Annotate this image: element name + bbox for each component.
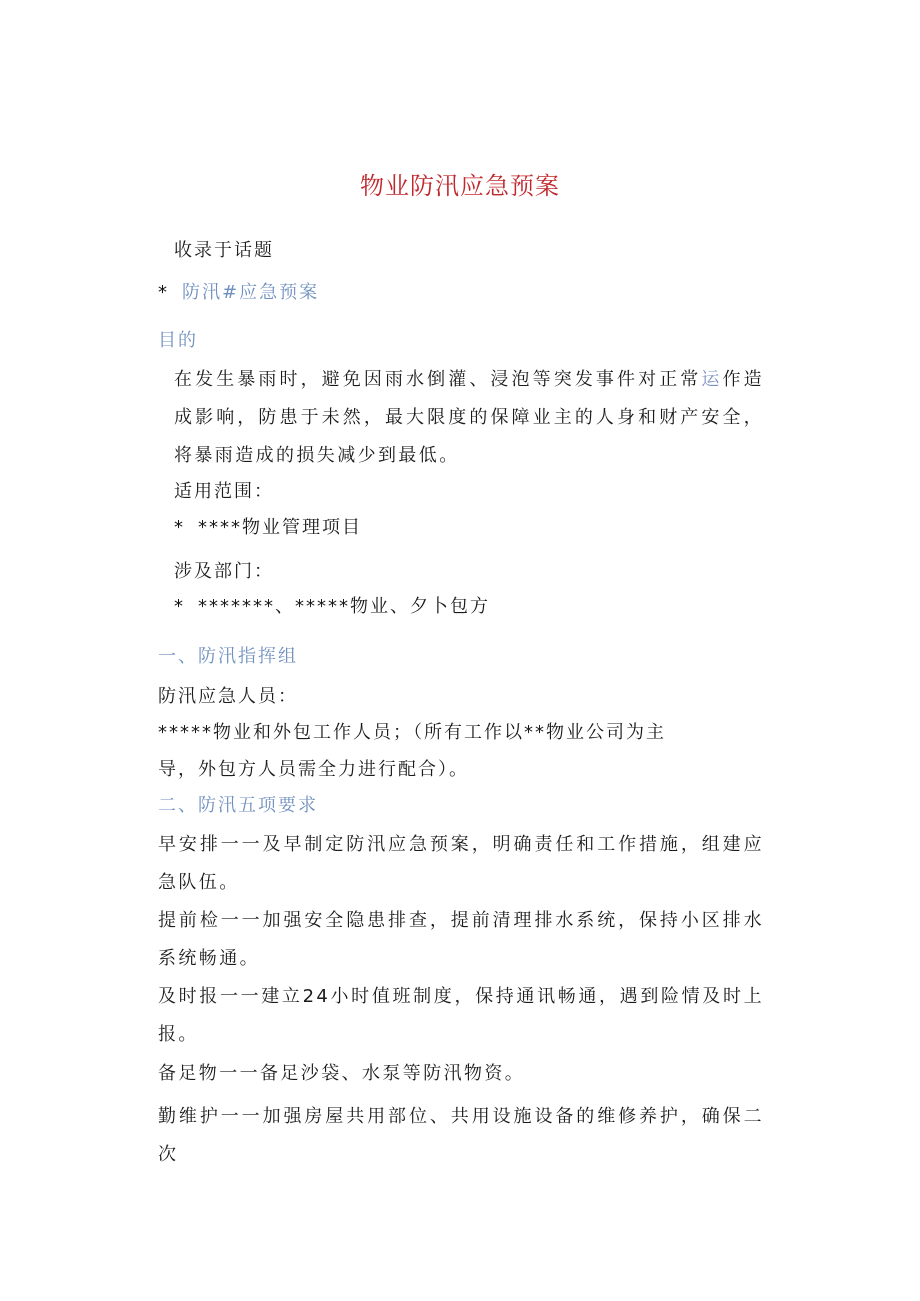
departments-label: 涉及部门： xyxy=(174,561,274,582)
requirement-item: 提前检一一加强安全隐患排查，提前清理排水系统，保持小区排水系统畅通。 xyxy=(158,910,764,969)
scope-label: 适用范围： xyxy=(174,481,274,502)
personnel-line-2: 导，外包方人员需全力进行配合）。 xyxy=(158,759,469,780)
purpose-heading: 目的 xyxy=(158,330,198,351)
topic-tag[interactable] xyxy=(158,282,319,304)
bullet-marker: * xyxy=(174,596,183,617)
bullet-marker: * xyxy=(174,517,183,538)
departments-item: * *******、*****物业、夕卜包方 xyxy=(174,596,490,617)
topic-link[interactable]: 防汛#应急预案 xyxy=(182,282,320,303)
section1-heading: 一、防汛指挥组 xyxy=(158,646,298,667)
collected-topic-label: 收录于话题 xyxy=(174,240,274,261)
bullet-marker: * xyxy=(158,282,167,303)
highlight-char: 运 xyxy=(701,369,723,390)
purpose-paragraph: 在发生暴雨时，避免因雨水倒灌、浸泡等突发事件对正常运作造成影响，防患于未然，最大限度的保障业主的人身和财产安全，将暴雨造成的损失减少到最低。 xyxy=(174,369,764,466)
requirement-item: 早安排一一及早制定防汛应急预案，明确责任和工作措施，组建应急队伍。 xyxy=(158,834,764,893)
personnel-label: 防汛应急人员： xyxy=(158,686,298,707)
section2-heading: 二、防汛五项要求 xyxy=(158,795,318,816)
document-title: 物业防汛应急预案 xyxy=(360,172,560,200)
personnel-line-1: *****物业和外包工作人员；（所有工作以**物业公司为主 xyxy=(158,722,666,743)
requirement-item: 及时报一一建立24小时值班制度，保持通讯畅通，遇到险情及时上报。 xyxy=(158,986,764,1045)
requirement-item: 备足物一一备足沙袋、水泵等防汛物资。 xyxy=(158,1063,526,1084)
requirement-item: 勤维护一一加强房屋共用部位、共用设施设备的维修养护，确保二次 xyxy=(158,1106,764,1165)
scope-item: * ****物业管理项目 xyxy=(174,517,362,538)
